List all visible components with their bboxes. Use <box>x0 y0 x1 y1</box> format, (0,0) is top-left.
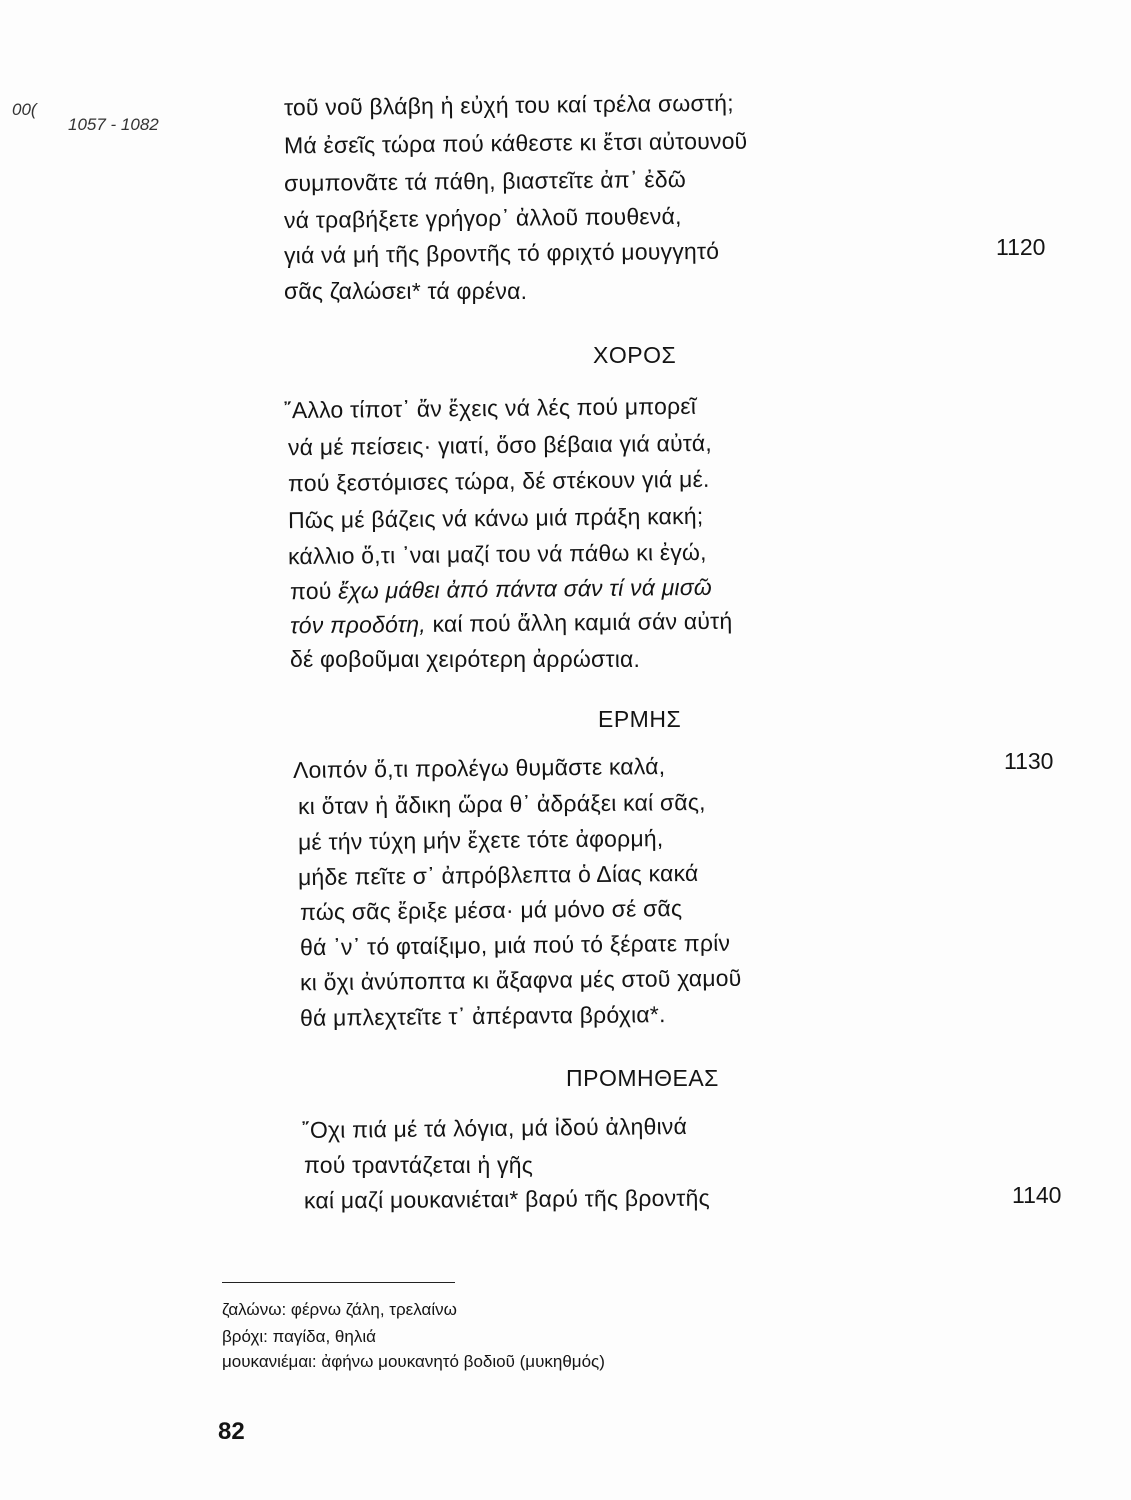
verse-line: ῎Αλλο τίποτ᾽ ἄν ἔχεις νά λές πού μπορεῖ <box>283 392 697 424</box>
verse-line: κάλλιο ὅ,τι ᾽ναι μαζί του νά πάθω κι ἐγώ, <box>287 538 707 570</box>
corner-mark: 00( <box>12 100 37 119</box>
verse-line: νά τραβήξετε γρήγορ᾽ ἀλλοῦ πουθενά, <box>283 202 682 234</box>
verse-line: Πῶς μέ βάζεις νά κάνω μιά πράξη κακή; <box>287 502 704 534</box>
verse-line: πώς σᾶς ἔριξε μέσα· μά μόνο σέ σᾶς <box>299 894 683 926</box>
verse-line-part: καί πού ἄλλη καμιά σάν αὐτή <box>425 607 733 637</box>
speaker-heading: ΠΡΟΜΗΘΕΑΣ <box>566 1065 719 1091</box>
verse-line-part: πού <box>289 577 339 605</box>
verse-line: κι ὅταν ἡ ἄδικη ὥρα θ᾽ ἀδράξει καί σᾶς, <box>297 788 706 820</box>
verse-line: θά μπλεχτεῖτε τ᾽ ἀπέραντα βρόχια*. <box>299 1001 666 1031</box>
verse-line: κι ὄχι ἀνύποπτα κι ἄξαφνα μές στοῦ χαμοῦ <box>299 964 742 996</box>
footnote: μουκανιέμαι: ἀφήνω μουκανητό βοδιοῦ (μυκηθμός) <box>222 1352 605 1371</box>
verse-line: Μά ἐσεῖς τώρα πού κάθεστε κι ἔτσι αὐτουνοῦ <box>283 127 748 159</box>
verse-line: συμπονᾶτε τά πάθη, βιαστεῖτε ἀπ᾽ ἐδῶ <box>283 165 687 197</box>
verse-line: γιά νά μή τῆς βροντῆς τό φριχτό μουγγητό <box>283 237 720 269</box>
line-number: 1120 <box>996 234 1046 260</box>
page-number: 82 <box>218 1418 245 1445</box>
footnote-divider <box>222 1282 455 1283</box>
verse-line: νά μέ πείσεις· γιατί, ὅσο βέβαια γιά αὐτά, <box>287 429 713 461</box>
footnote: βρόχι: παγίδα, θηλιά <box>222 1327 376 1346</box>
speaker-heading: ΧΟΡΟΣ <box>593 342 677 368</box>
verse-line-italic: ἔχω μάθει ἀπό πάντα σάν τί νά μισῶ <box>337 573 713 604</box>
verse-line: Λοιπόν ὅ,τι προλέγω θυμᾶστε καλά, <box>292 753 666 783</box>
speaker-heading: ΕΡΜΗΣ <box>598 706 682 732</box>
verse-line: μήδε πεῖτε σ᾽ ἀπρόβλεπτα ὁ Δίας κακά <box>297 859 699 891</box>
verse-line-italic: τόν προδότη, <box>289 610 427 639</box>
verse-line: σᾶς ζαλώσει* τά φρένα. <box>284 278 528 304</box>
footnote: ζαλώνω: φέρνω ζάλη, τρελαίνω <box>222 1300 457 1319</box>
line-number: 1130 <box>1004 748 1054 774</box>
verse-line: ῎Οχι πιά μέ τά λόγια, μά ἰδού ἀληθινά <box>301 1112 688 1144</box>
verse-line <box>290 608 733 640</box>
verse-line: δέ φοβοῦμαι χειρότερη ἀρρώστια. <box>290 646 641 672</box>
verse-line: θά ᾽ν᾽ τό φταίξιμο, μιά πού τό ξέρατε πρίν <box>299 929 731 961</box>
verse-line: πού ξεστόμισες τώρα, δέ στέκουν γιά μέ. <box>287 465 710 497</box>
verse-range: 1057 - 1082 <box>68 115 159 134</box>
verse-line <box>290 574 712 605</box>
verse-line: μέ τήν τύχη μήν ἔχετε τότε ἀφορμή, <box>297 825 664 855</box>
verse-line: καί μαζί μουκανιέται* βαρύ τῆς βροντῆς <box>303 1184 710 1214</box>
line-number: 1140 <box>1012 1182 1062 1208</box>
verse-line: πού τραντάζεται ἡ γῆς <box>304 1152 534 1178</box>
verse-line: τοῦ νοῦ βλάβη ἡ εὐχή του καί τρέλα σωστή; <box>283 89 734 121</box>
